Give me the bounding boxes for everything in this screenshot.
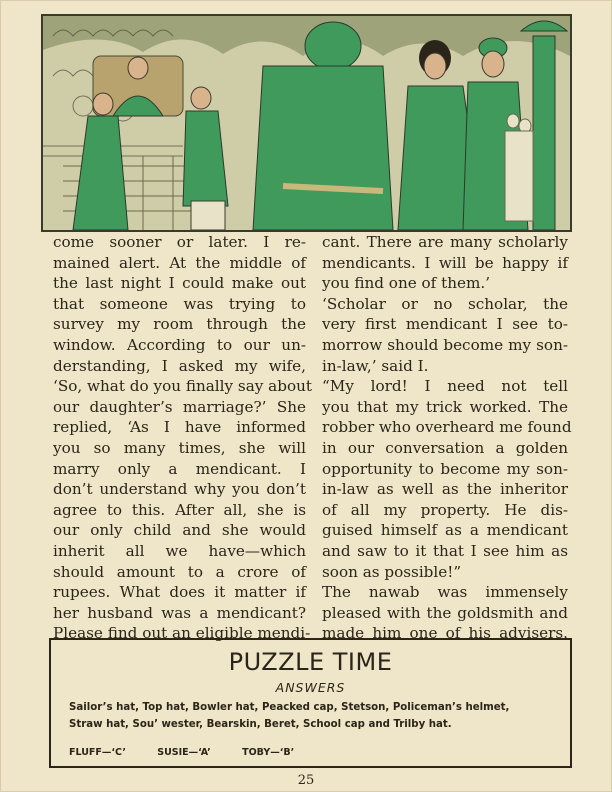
story-line: mendicants. I will be happy if	[322, 253, 568, 272]
story-illustration	[41, 14, 572, 232]
story-line: that someone was trying to	[53, 294, 306, 313]
story-line: ‘Scholar or no scholar, the	[322, 294, 568, 313]
story-line: in our conversation a golden	[322, 438, 568, 457]
story-line: soon as possible!”	[322, 562, 462, 581]
puzzle-subtitle: ANSWERS	[275, 680, 346, 695]
story-line: “My lord! I need not tell	[322, 377, 568, 396]
story-line: mained alert. At the middle of	[53, 253, 306, 272]
story-line: morrow should become my son-	[322, 335, 568, 354]
story-line: should amount to a crore of	[53, 562, 306, 581]
story-line: in-law as well as the inheritor	[322, 480, 568, 499]
story-line: replied, ‘As I have informed	[53, 418, 306, 437]
key-susie: SUSIE—‘A’	[157, 747, 211, 758]
key-toby: TOBY—‘B’	[242, 747, 295, 758]
story-line: our daughter’s marriage?’ She	[53, 397, 306, 416]
story-line: cant. There are many scholarly	[322, 233, 568, 251]
key-fluff: FLUFF—‘C’	[69, 747, 126, 758]
court-scene-image	[43, 16, 570, 230]
story-line: inherit all we have—which	[53, 541, 306, 560]
story-line: her husband was a mendicant?	[53, 603, 306, 622]
puzzle-keys	[69, 747, 322, 758]
story-line: opportunity to become my son-	[322, 459, 568, 478]
story-column-right	[322, 232, 572, 644]
puzzle-answers	[69, 699, 559, 733]
puzzle-title: PUZZLE TIME	[228, 648, 393, 676]
puzzle-answers-box	[49, 638, 572, 768]
story-line: survey my room through the	[53, 315, 306, 334]
story-line: our only child and she would	[53, 521, 306, 540]
story-line: pleased with the goldsmith and	[322, 603, 568, 622]
story-line: you find one of them.’	[322, 274, 491, 293]
story-line: of all my property. He dis-	[322, 500, 568, 519]
story-line: guised himself as a mendicant	[322, 521, 568, 540]
puzzle-answers-line: Straw hat, Sou’ wester, Bearskin, Beret, School cap and Trilby hat.	[69, 719, 452, 730]
story-line: robber who overheard me found	[322, 418, 572, 437]
story-line: don’t understand why you don’t	[53, 480, 306, 499]
story-line: made him one of his advisers.	[322, 624, 568, 643]
story-line: in-law,’ said I.	[322, 356, 429, 375]
story-line: window. According to our un-	[53, 335, 306, 354]
story-line: derstanding, I asked my wife,	[53, 356, 306, 375]
story-line: very first mendicant I see to-	[322, 315, 568, 334]
story-line: you that my trick worked. The	[322, 397, 568, 416]
story-line: marry only a mendicant. I	[53, 459, 306, 478]
story-line: Please find out an eligible mendi-	[53, 624, 311, 643]
puzzle-answers-line: Sailor’s hat, Top hat, Bowler hat, Peacked cap, Stetson, Policeman’s helmet,	[69, 702, 510, 713]
story-line: agree to this. After all, she is	[53, 500, 306, 519]
story-line: and saw to it that I see him as	[322, 541, 568, 560]
story-column-left	[53, 232, 312, 644]
story-line: The nawab was immensely	[322, 583, 568, 602]
page-number: 25	[297, 773, 315, 788]
story-line: rupees. What does it matter if	[53, 583, 306, 602]
story-line: you so many times, she will	[53, 438, 306, 457]
story-line: come sooner or later. I re-	[53, 233, 306, 251]
story-line: ‘So, what do you finally say about	[53, 377, 312, 396]
story-line: the last night I could make out	[53, 274, 306, 293]
